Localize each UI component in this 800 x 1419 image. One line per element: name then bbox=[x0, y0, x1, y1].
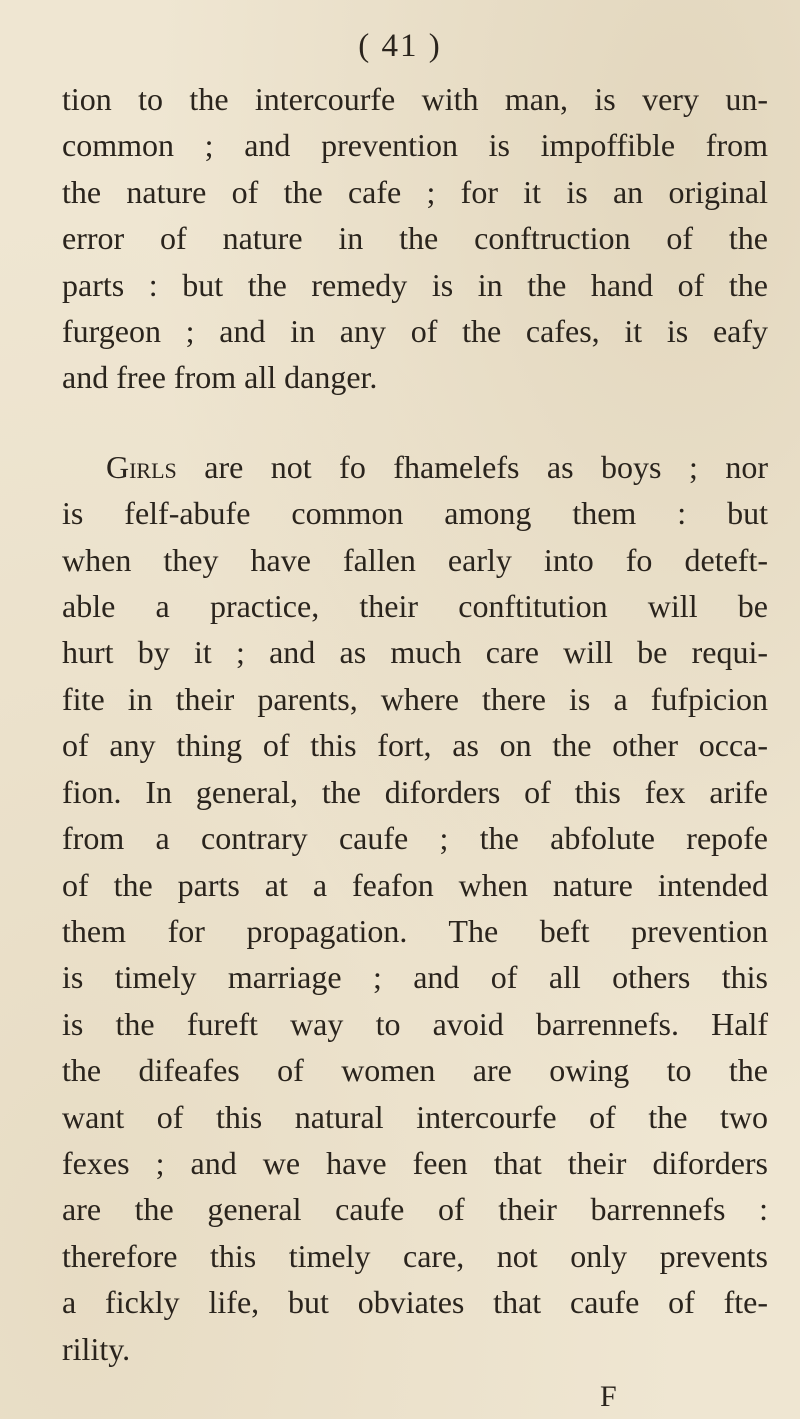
text-line: the nature of the cafe ; for it is an original bbox=[62, 173, 768, 210]
text-line: a fickly life, but obviates that caufe of fte- bbox=[62, 1284, 768, 1321]
text-line: of any thing of this fort, as on the other occa- bbox=[62, 727, 768, 764]
text-line: error of nature in the conftruction of the bbox=[62, 220, 768, 257]
text-line: fion. In general, the diforders of this fex arife bbox=[62, 773, 768, 810]
text-line: of the parts at a feafon when nature intended bbox=[62, 866, 768, 903]
text-line: furgeon ; and in any of the cafes, it is eafy bbox=[62, 313, 768, 350]
lead-word: Girls bbox=[106, 448, 177, 485]
text-line-first bbox=[62, 444, 768, 490]
catchword: F bbox=[600, 1380, 617, 1413]
text-line: is timely marriage ; and of all others this bbox=[62, 959, 768, 996]
text-line: therefore this timely care, not only prevents bbox=[62, 1237, 768, 1274]
text-line: fite in their parents, where there is a fufpicion bbox=[62, 680, 768, 717]
text-line: fexes ; and we have feen that their diforders bbox=[62, 1144, 768, 1181]
text-line: is felf-abufe common among them : but bbox=[62, 495, 768, 532]
text-line: are the general caufe of their barrennefs : bbox=[62, 1191, 768, 1228]
text-line: able a practice, their conftitution will be bbox=[62, 588, 768, 625]
text-line: the difeafes of women are owing to the bbox=[62, 1052, 768, 1089]
text-line: is the fureft way to avoid barrennefs. Half bbox=[62, 1005, 768, 1042]
text-line: common ; and prevention is impoffible from bbox=[62, 127, 768, 164]
text-line: tion to the intercourfe with man, is very un- bbox=[62, 81, 768, 117]
paragraph-2 bbox=[62, 444, 768, 1372]
text-line: parts : but the remedy is in the hand of the bbox=[62, 266, 768, 303]
text-line: rility. bbox=[62, 1330, 131, 1367]
paragraph-gap bbox=[62, 401, 768, 444]
text-line: want of this natural intercourfe of the two bbox=[62, 1098, 768, 1135]
page-number: ( 41 ) bbox=[358, 28, 442, 64]
first-line-rest: are not fo fhamelefs as boys ; nor bbox=[176, 448, 768, 485]
paragraph-1 bbox=[62, 76, 768, 401]
text-line: them for propagation. The beft prevention bbox=[62, 912, 768, 949]
text-line: from a contrary caufe ; the abfolute repofe bbox=[62, 820, 768, 857]
text-line: and free from all danger. bbox=[62, 359, 378, 396]
text-line: hurt by it ; and as much care will be requi- bbox=[62, 634, 768, 671]
body-text bbox=[62, 76, 768, 1372]
text-line: when they have fallen early into fo deteft- bbox=[62, 541, 768, 578]
